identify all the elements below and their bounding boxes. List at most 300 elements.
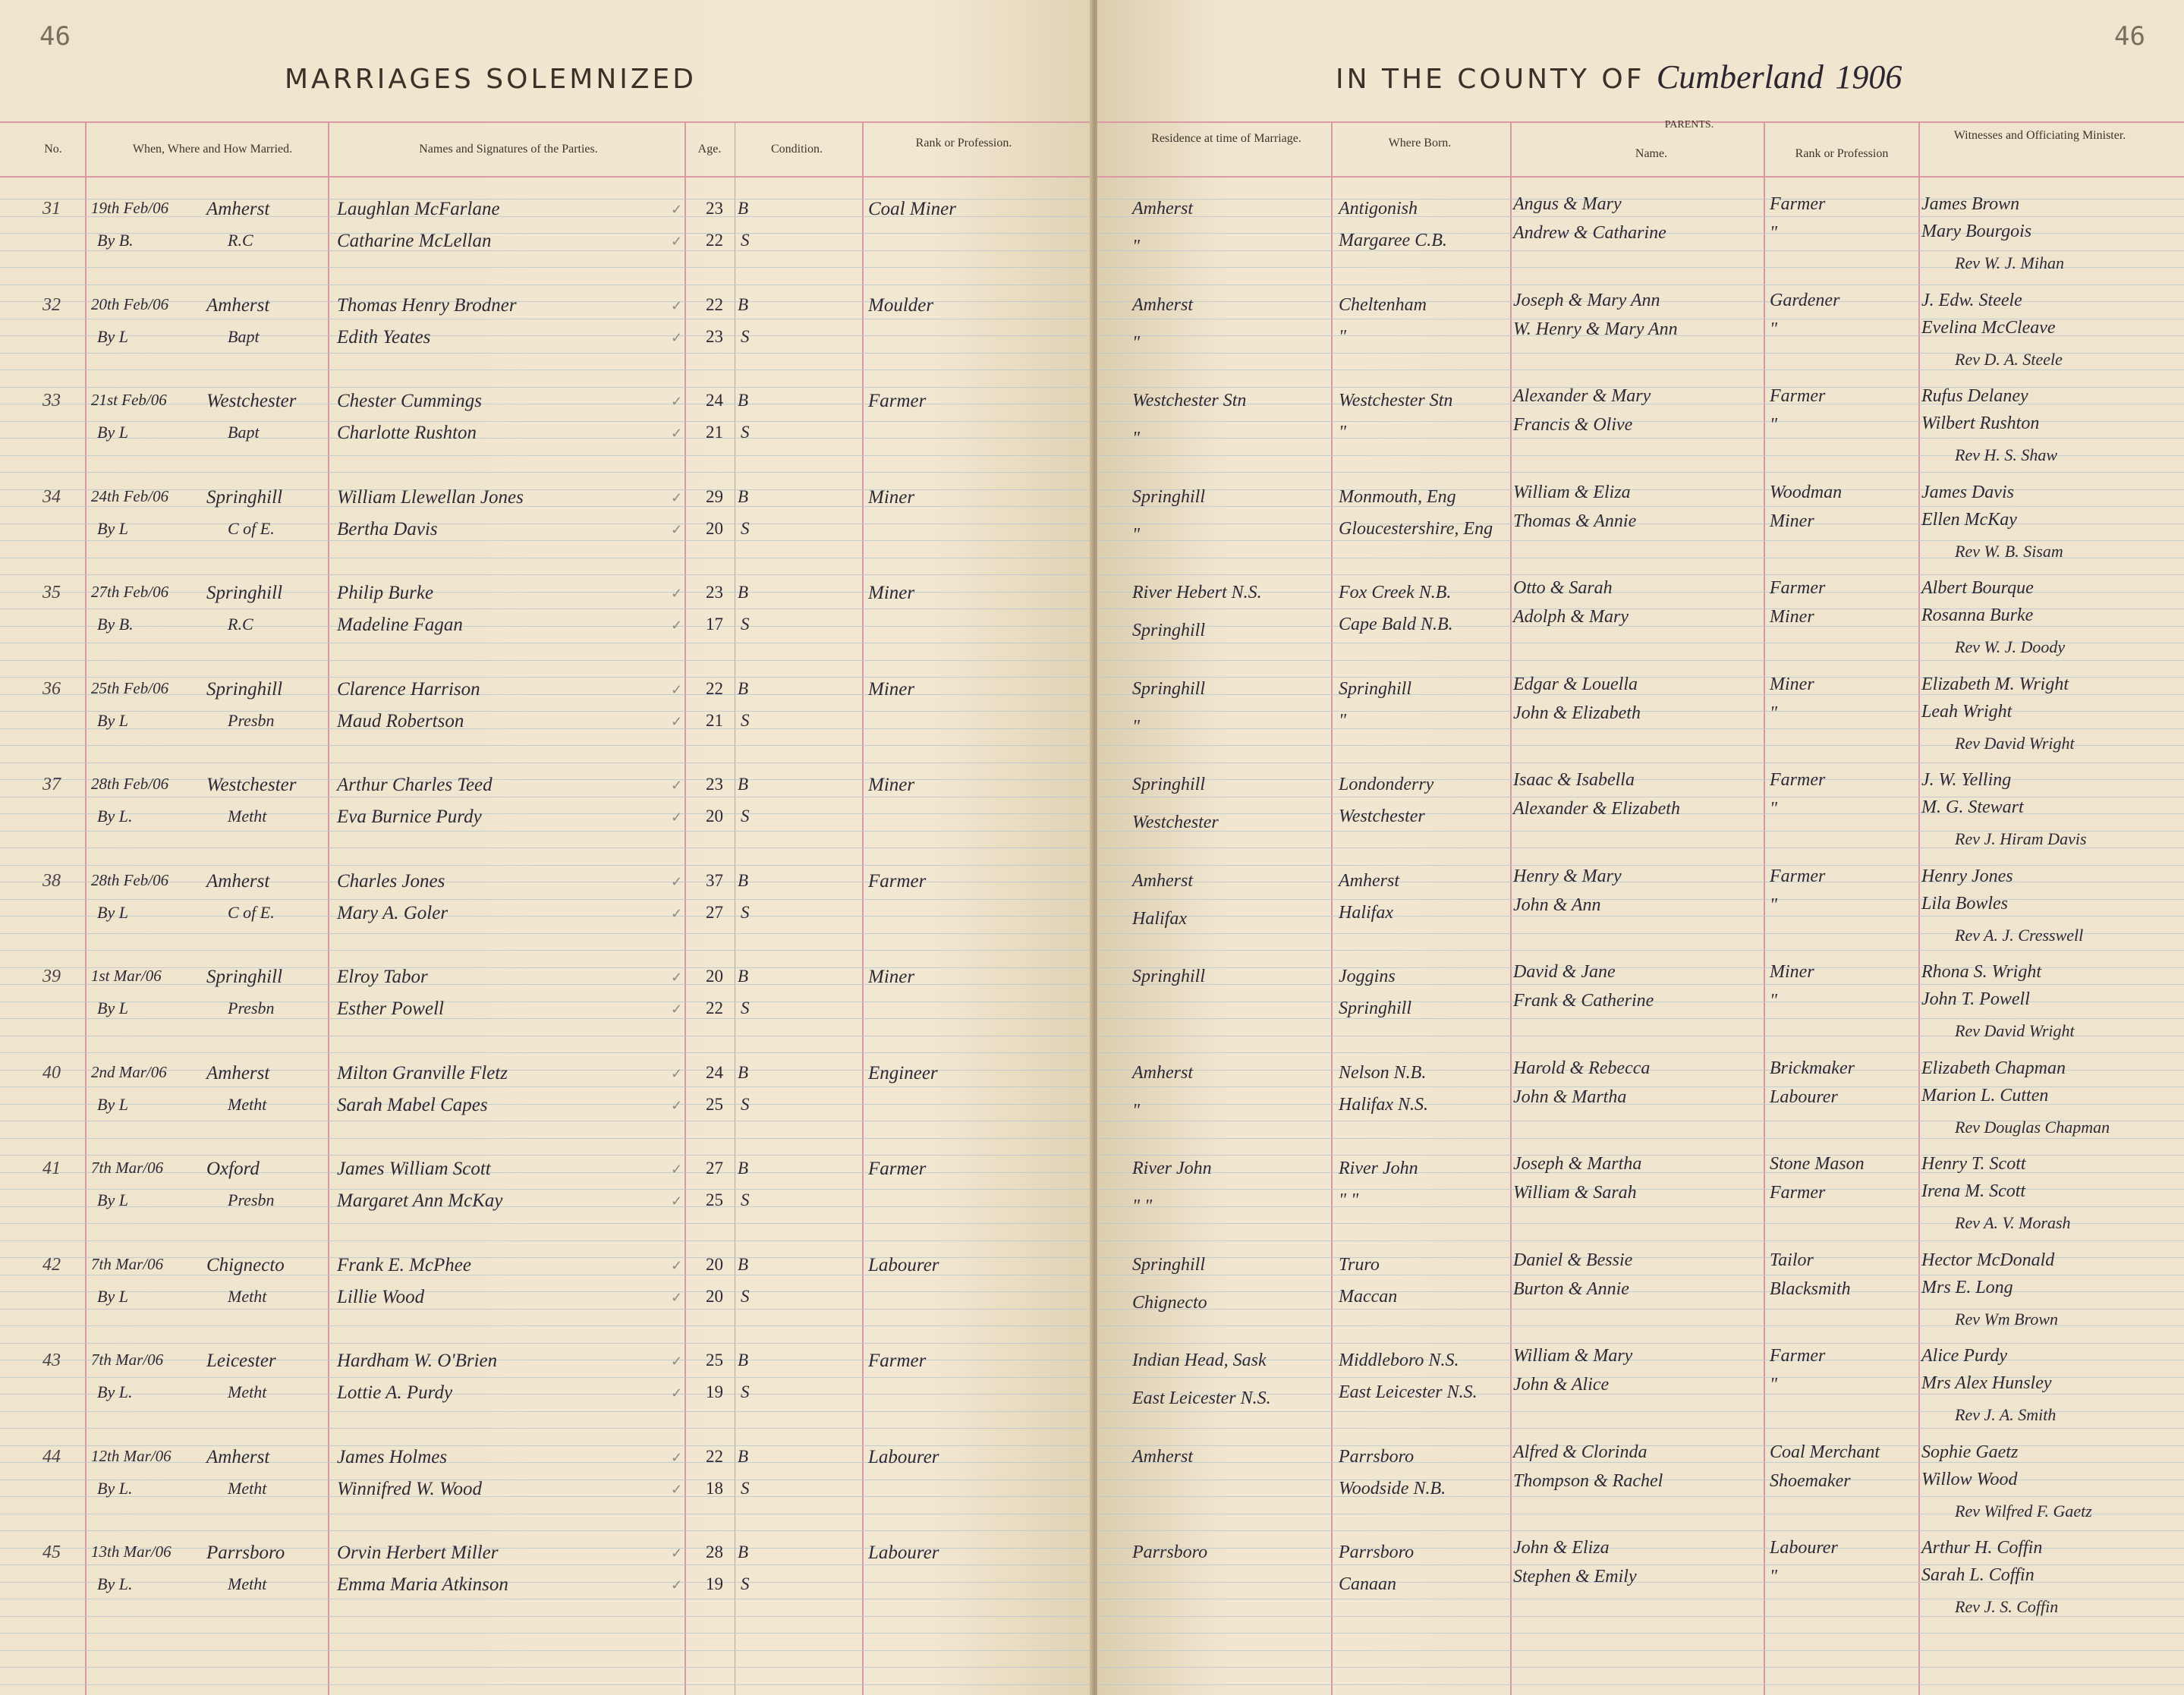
- groom-age: 37: [706, 871, 723, 890]
- witness-two: Evelina McCleave: [1921, 318, 2056, 338]
- groom-name: James William Scott: [337, 1159, 491, 1179]
- officiating-minister: Rev A. J. Cresswell: [1955, 926, 2084, 945]
- marriage-date: 25th Feb/06: [91, 679, 169, 697]
- witness-two: Willow Wood: [1921, 1470, 2018, 1489]
- groom-birthplace: Nelson N.B.: [1339, 1063, 1427, 1083]
- marriage-denomination: Presbn: [228, 998, 275, 1017]
- entry-number: 41: [42, 1159, 61, 1178]
- officiating-minister: Rev David Wright: [1955, 734, 2075, 753]
- entry-number: 44: [42, 1447, 61, 1467]
- groom-parents-rank: Stone Mason: [1770, 1154, 1865, 1174]
- groom-age: 27: [706, 1159, 723, 1178]
- marriage-how: By L: [97, 998, 128, 1017]
- groom-birthplace: Amherst: [1339, 871, 1399, 891]
- groom-parents-rank: Farmer: [1770, 578, 1826, 598]
- entry-number: 35: [42, 583, 61, 602]
- groom-condition: B: [738, 775, 749, 794]
- marriage-how: By L: [97, 423, 128, 442]
- groom-rank: Miner: [868, 679, 915, 700]
- groom-birthplace: Springhill: [1339, 679, 1412, 699]
- groom-parents-rank: Miner: [1770, 675, 1814, 694]
- bride-parents: Alexander & Elizabeth: [1513, 799, 1680, 819]
- bride-parents: Thomas & Annie: [1513, 511, 1637, 531]
- groom-parents-rank: Miner: [1770, 962, 1814, 982]
- bride-name: Lillie Wood: [337, 1287, 425, 1307]
- bride-condition: S: [741, 1287, 750, 1306]
- groom-age: 29: [706, 487, 723, 506]
- header-age: Age.: [697, 143, 722, 156]
- bride-residence: Halifax: [1132, 909, 1187, 929]
- witness-two: Rosanna Burke: [1921, 605, 2034, 625]
- bride-birthplace: Gloucestershire, Eng: [1339, 519, 1493, 539]
- bride-birthplace: ": [1339, 423, 1347, 442]
- check-mark: ✓: [671, 1546, 683, 1561]
- groom-age: 24: [706, 391, 723, 410]
- bride-condition: S: [741, 1382, 750, 1401]
- check-mark: ✓: [671, 522, 683, 538]
- bride-birthplace: Margaree C.B.: [1339, 231, 1447, 250]
- entry-number: 45: [42, 1542, 61, 1562]
- check-mark: ✓: [671, 682, 683, 698]
- groom-birthplace: Parrsboro: [1339, 1542, 1415, 1562]
- officiating-minister: Rev H. S. Shaw: [1955, 445, 2058, 464]
- groom-birthplace: Joggins: [1339, 967, 1396, 986]
- bride-parents: Francis & Olive: [1513, 415, 1633, 435]
- marriage-date: 24th Feb/06: [91, 487, 169, 505]
- groom-birthplace: Fox Creek N.B.: [1339, 583, 1452, 602]
- officiating-minister: Rev J. A. Smith: [1955, 1405, 2057, 1424]
- bride-birthplace: Woodside N.B.: [1339, 1479, 1446, 1498]
- header-parents-name: Name.: [1635, 147, 1668, 160]
- bride-residence: Springhill: [1132, 621, 1206, 640]
- groom-age: 22: [706, 1447, 723, 1466]
- groom-condition: B: [738, 1447, 749, 1466]
- bride-condition: S: [741, 423, 750, 442]
- groom-condition: B: [738, 871, 749, 890]
- witness-one: J. Edw. Steele: [1921, 291, 2022, 310]
- check-mark: ✓: [671, 426, 683, 442]
- check-mark: ✓: [671, 1577, 683, 1593]
- groom-residence: River John: [1132, 1159, 1212, 1178]
- bride-parents-rank: Labourer: [1770, 1087, 1838, 1107]
- county-prefix: IN THE COUNTY OF: [1336, 64, 1645, 95]
- witness-one: James Brown: [1921, 194, 2020, 214]
- left-page-number: 46: [39, 21, 71, 52]
- bride-residence: Westchester: [1132, 813, 1219, 832]
- witness-one: Albert Bourque: [1921, 578, 2034, 598]
- groom-residence: Amherst: [1132, 199, 1193, 219]
- witness-two: Sarah L. Coffin: [1921, 1565, 2035, 1585]
- bride-parents: William & Sarah: [1513, 1183, 1637, 1203]
- bride-age: 22: [706, 231, 723, 250]
- marriage-denomination: Presbn: [228, 1190, 275, 1209]
- header-names: Names and Signatures of the Parties.: [419, 143, 598, 156]
- check-mark: ✓: [671, 1193, 683, 1209]
- groom-rank: Labourer: [868, 1447, 939, 1467]
- bride-age: 19: [706, 1382, 723, 1401]
- officiating-minister: Rev Wm Brown: [1955, 1310, 2059, 1329]
- check-mark: ✓: [671, 778, 683, 794]
- groom-name: Clarence Harrison: [337, 679, 480, 700]
- groom-name: Hardham W. O'Brien: [337, 1351, 498, 1371]
- groom-parents-rank: Woodman: [1770, 483, 1843, 502]
- bride-birthplace: ": [1339, 711, 1347, 731]
- bride-name: Charlotte Rushton: [337, 423, 477, 443]
- bride-parents-rank: Farmer: [1770, 1183, 1826, 1203]
- bride-age: 21: [706, 423, 723, 442]
- right-page-number: 46: [2114, 21, 2145, 52]
- groom-age: 25: [706, 1351, 723, 1370]
- bride-parents-rank: ": [1770, 415, 1778, 435]
- groom-parents-rank: Tailor: [1770, 1250, 1814, 1270]
- bride-age: 22: [706, 998, 723, 1017]
- entry-number: 40: [42, 1063, 61, 1083]
- check-mark: ✓: [671, 1450, 683, 1466]
- bride-age: 20: [706, 807, 723, 825]
- check-mark: ✓: [671, 1258, 683, 1274]
- bride-parents-rank: ": [1770, 1375, 1778, 1395]
- entry-number: 38: [42, 871, 61, 891]
- check-mark: ✓: [671, 906, 683, 922]
- bride-name: Esther Powell: [337, 998, 444, 1019]
- bride-condition: S: [741, 327, 750, 346]
- marriage-how: By L.: [97, 1382, 133, 1401]
- bride-parents: Adolph & Mary: [1513, 607, 1629, 627]
- groom-name: Laughlan McFarlane: [337, 199, 500, 219]
- right-page-title: [1336, 58, 1902, 96]
- groom-age: 23: [706, 583, 723, 602]
- bride-parents-rank: Miner: [1770, 607, 1814, 627]
- bride-parents-rank: ": [1770, 799, 1778, 819]
- groom-name: Charles Jones: [337, 871, 445, 892]
- witness-one: Elizabeth Chapman: [1921, 1058, 2066, 1078]
- check-mark: ✓: [671, 586, 683, 602]
- header-born: Where Born.: [1388, 137, 1452, 149]
- groom-residence: Indian Head, Sask: [1132, 1351, 1267, 1370]
- bride-condition: S: [741, 903, 750, 922]
- officiating-minister: Rev David Wright: [1955, 1021, 2075, 1040]
- entry-number: 36: [42, 679, 61, 699]
- marriage-denomination: Metht: [228, 1287, 267, 1306]
- groom-residence: Springhill: [1132, 967, 1206, 986]
- bride-parents: John & Alice: [1513, 1375, 1610, 1395]
- witness-one: Alice Purdy: [1921, 1346, 2008, 1366]
- bride-parents-rank: ": [1770, 895, 1778, 915]
- bride-parents-rank: ": [1770, 223, 1778, 243]
- check-mark: ✓: [671, 1354, 683, 1370]
- officiating-minister: Rev W. J. Doody: [1955, 637, 2066, 656]
- witness-one: J. W. Yelling: [1921, 770, 2012, 790]
- officiating-minister: Rev J. Hiram Davis: [1955, 829, 2087, 848]
- bride-residence: ": [1132, 237, 1141, 256]
- witness-two: Marion L. Cutten: [1921, 1086, 2049, 1105]
- witness-one: Henry T. Scott: [1921, 1154, 2026, 1174]
- marriage-place: Westchester: [206, 391, 297, 411]
- groom-residence: Springhill: [1132, 679, 1206, 699]
- groom-parents: Alexander & Mary: [1513, 386, 1651, 406]
- bride-name: Madeline Fagan: [337, 615, 463, 635]
- marriage-denomination: Metht: [228, 1095, 267, 1114]
- bride-parents-rank: Miner: [1770, 511, 1814, 531]
- witness-one: Henry Jones: [1921, 866, 2013, 886]
- check-mark: ✓: [671, 1162, 683, 1178]
- marriage-place: Amherst: [206, 199, 270, 219]
- groom-parents: Isaac & Isabella: [1513, 770, 1635, 790]
- bride-name: Lottie A. Purdy: [337, 1382, 453, 1403]
- groom-parents: Otto & Sarah: [1513, 578, 1613, 598]
- groom-condition: B: [738, 1542, 749, 1561]
- groom-rank: Labourer: [868, 1542, 939, 1563]
- header-when: When, Where and How Married.: [132, 143, 293, 156]
- check-mark: ✓: [671, 1385, 683, 1401]
- check-mark: ✓: [671, 1066, 683, 1082]
- groom-birthplace: Londonderry: [1339, 775, 1434, 794]
- bride-parents: Thompson & Rachel: [1513, 1471, 1663, 1491]
- check-mark: ✓: [671, 234, 683, 250]
- witness-two: Ellen McKay: [1921, 510, 2017, 530]
- groom-parents-rank: Farmer: [1770, 866, 1826, 886]
- witness-one: Arthur H. Coffin: [1921, 1538, 2043, 1558]
- marriage-denomination: C of E.: [228, 903, 275, 922]
- groom-birthplace: Parrsboro: [1339, 1447, 1415, 1467]
- groom-parents: Edgar & Louella: [1513, 675, 1638, 694]
- bride-age: 21: [706, 711, 723, 730]
- check-mark: ✓: [671, 970, 683, 986]
- bride-name: Sarah Mabel Capes: [337, 1095, 488, 1115]
- groom-parents: Angus & Mary: [1513, 194, 1622, 214]
- marriage-date: 13th Mar/06: [91, 1542, 172, 1561]
- groom-condition: B: [738, 1255, 749, 1274]
- groom-parents: William & Mary: [1513, 1346, 1633, 1366]
- groom-birthplace: Antigonish: [1339, 199, 1418, 219]
- bride-birthplace: Halifax: [1339, 903, 1393, 923]
- check-mark: ✓: [671, 394, 683, 410]
- groom-parents-rank: Brickmaker: [1770, 1058, 1855, 1078]
- bride-parents: Andrew & Catharine: [1513, 223, 1666, 243]
- bride-condition: S: [741, 1095, 750, 1114]
- bride-residence: Chignecto: [1132, 1293, 1207, 1313]
- bride-age: 18: [706, 1479, 723, 1498]
- bride-name: Bertha Davis: [337, 519, 438, 539]
- entry-number: 34: [42, 487, 61, 507]
- groom-rank: Engineer: [868, 1063, 938, 1083]
- witness-two: Mrs E. Long: [1921, 1278, 2013, 1297]
- marriage-how: By L: [97, 711, 128, 730]
- officiating-minister: Rev W. J. Mihan: [1955, 253, 2064, 272]
- bride-condition: S: [741, 1479, 750, 1498]
- marriage-date: 20th Feb/06: [91, 295, 169, 313]
- bride-parents-rank: ": [1770, 319, 1778, 339]
- marriage-place: Parrsboro: [206, 1542, 285, 1563]
- groom-residence: Springhill: [1132, 775, 1206, 794]
- groom-age: 24: [706, 1063, 723, 1082]
- witness-two: John T. Powell: [1921, 989, 2030, 1009]
- bride-birthplace: Westchester: [1339, 807, 1425, 826]
- bride-residence: " ": [1132, 1197, 1153, 1216]
- groom-condition: B: [738, 967, 749, 986]
- header-no: No.: [44, 143, 62, 156]
- groom-parents: John & Eliza: [1513, 1538, 1610, 1558]
- groom-age: 28: [706, 1542, 723, 1561]
- marriage-place: Chignecto: [206, 1255, 285, 1275]
- groom-parents-rank: Gardener: [1770, 291, 1840, 310]
- check-mark: ✓: [671, 874, 683, 890]
- marriage-how: By L: [97, 1095, 128, 1114]
- marriage-place: Springhill: [206, 583, 283, 603]
- bride-condition: S: [741, 1190, 750, 1209]
- bride-age: 27: [706, 903, 723, 922]
- groom-parents: Joseph & Martha: [1513, 1154, 1642, 1174]
- witness-two: Lila Bowles: [1921, 894, 2009, 914]
- marriage-place: Springhill: [206, 487, 283, 508]
- witness-one: Hector McDonald: [1921, 1250, 2055, 1270]
- groom-condition: B: [738, 1351, 749, 1370]
- marriage-place: Oxford: [206, 1159, 260, 1179]
- bride-parents-rank: ": [1770, 1567, 1778, 1587]
- bride-condition: S: [741, 711, 750, 730]
- groom-name: Milton Granville Fletz: [337, 1063, 508, 1083]
- county-year: 1906: [1835, 58, 1902, 96]
- marriage-how: By L.: [97, 1574, 133, 1593]
- bride-parents: Stephen & Emily: [1513, 1567, 1637, 1587]
- check-mark: ✓: [671, 618, 683, 634]
- bride-birthplace: ": [1339, 327, 1347, 347]
- header-residence: Residence at time of Marriage.: [1151, 132, 1301, 145]
- entry-number: 37: [42, 775, 61, 794]
- check-mark: ✓: [671, 1482, 683, 1498]
- bride-parents: John & Martha: [1513, 1087, 1627, 1107]
- marriage-date: 19th Feb/06: [91, 199, 169, 217]
- entry-number: 39: [42, 967, 61, 986]
- groom-age: 23: [706, 775, 723, 794]
- bride-name: Eva Burnice Purdy: [337, 807, 482, 827]
- witness-two: Mrs Alex Hunsley: [1921, 1373, 2052, 1393]
- witness-two: M. G. Stewart: [1921, 797, 2024, 817]
- left-page-title: MARRIAGES SOLEMNIZED: [285, 64, 697, 95]
- bride-parents-rank: ": [1770, 991, 1778, 1011]
- groom-parents: David & Jane: [1513, 962, 1616, 982]
- bride-parents: John & Ann: [1513, 895, 1601, 915]
- marriage-denomination: Presbn: [228, 711, 275, 730]
- bride-residence: ": [1132, 717, 1141, 737]
- bride-age: 25: [706, 1190, 723, 1209]
- marriage-how: By L: [97, 1190, 128, 1209]
- bride-age: 23: [706, 327, 723, 346]
- groom-residence: Amherst: [1132, 1063, 1193, 1083]
- officiating-minister: Rev D. A. Steele: [1955, 350, 2063, 369]
- marriage-date: 1st Mar/06: [91, 967, 162, 985]
- bride-condition: S: [741, 615, 750, 634]
- marriage-denomination: Metht: [228, 1479, 267, 1498]
- bride-residence: ": [1132, 1101, 1141, 1121]
- marriage-date: 21st Feb/06: [91, 391, 167, 409]
- groom-condition: B: [738, 295, 749, 314]
- witness-two: Irena M. Scott: [1921, 1181, 2026, 1201]
- groom-age: 20: [706, 967, 723, 986]
- marriage-how: By B.: [97, 231, 134, 250]
- groom-parents: William & Eliza: [1513, 483, 1631, 502]
- bride-birthplace: Halifax N.S.: [1339, 1095, 1428, 1115]
- groom-parents-rank: Farmer: [1770, 770, 1826, 790]
- groom-residence: Westchester Stn: [1132, 391, 1247, 410]
- bride-birthplace: " ": [1339, 1190, 1359, 1210]
- marriage-place: Leicester: [206, 1351, 276, 1371]
- groom-condition: B: [738, 391, 749, 410]
- witness-one: James Davis: [1921, 483, 2014, 502]
- groom-rank: Farmer: [868, 1351, 927, 1371]
- bride-birthplace: Cape Bald N.B.: [1339, 615, 1453, 634]
- bride-condition: S: [741, 998, 750, 1017]
- check-mark: ✓: [671, 298, 683, 314]
- witness-two: Wilbert Rushton: [1921, 414, 2040, 433]
- marriage-how: By L: [97, 1287, 128, 1306]
- marriage-how: By B.: [97, 615, 134, 634]
- groom-name: William Llewellan Jones: [337, 487, 524, 508]
- bride-age: 20: [706, 519, 723, 538]
- groom-birthplace: Monmouth, Eng: [1339, 487, 1456, 507]
- groom-age: 23: [706, 199, 723, 218]
- groom-birthplace: Middleboro N.S.: [1339, 1351, 1459, 1370]
- groom-parents-rank: Farmer: [1770, 1346, 1826, 1366]
- marriage-denomination: Metht: [228, 1574, 267, 1593]
- groom-rank: Farmer: [868, 391, 927, 411]
- header-rank: Rank or Profession.: [915, 137, 1012, 149]
- groom-name: Chester Cummings: [337, 391, 482, 411]
- groom-rank: Miner: [868, 487, 915, 508]
- groom-parents: Alfred & Clorinda: [1513, 1442, 1647, 1462]
- witness-one: Elizabeth M. Wright: [1921, 675, 2069, 694]
- bride-age: 25: [706, 1095, 723, 1114]
- bride-age: 17: [706, 615, 723, 634]
- groom-residence: Amherst: [1132, 295, 1193, 315]
- groom-parents: Harold & Rebecca: [1513, 1058, 1651, 1078]
- bride-birthplace: East Leicester N.S.: [1339, 1382, 1478, 1402]
- bride-age: 19: [706, 1574, 723, 1593]
- bride-parents: Frank & Catherine: [1513, 991, 1654, 1011]
- groom-parents: Daniel & Bessie: [1513, 1250, 1633, 1270]
- marriage-denomination: Metht: [228, 807, 267, 825]
- officiating-minister: Rev Wilfred F. Gaetz: [1955, 1502, 2092, 1520]
- groom-residence: Amherst: [1132, 1447, 1193, 1467]
- bride-condition: S: [741, 519, 750, 538]
- bride-parents-rank: Shoemaker: [1770, 1471, 1851, 1491]
- marriage-denomination: Metht: [228, 1382, 267, 1401]
- bride-name: Edith Yeates: [337, 327, 431, 347]
- check-mark: ✓: [671, 490, 683, 506]
- witness-one: Rufus Delaney: [1921, 386, 2028, 406]
- marriage-date: 28th Feb/06: [91, 871, 169, 889]
- header-condition: Condition.: [770, 143, 823, 156]
- marriage-date: 7th Mar/06: [91, 1351, 164, 1369]
- bride-name: Winnifred W. Wood: [337, 1479, 482, 1499]
- bride-parents: John & Elizabeth: [1513, 703, 1641, 723]
- header-parents: PARENTS.: [1664, 119, 1714, 131]
- bride-residence: ": [1132, 333, 1141, 353]
- groom-name: Frank E. McPhee: [337, 1255, 472, 1275]
- county-name: Cumberland: [1656, 58, 1824, 96]
- bride-name: Maud Robertson: [337, 711, 464, 731]
- marriage-denomination: R.C: [228, 615, 253, 634]
- marriage-date: 12th Mar/06: [91, 1447, 172, 1465]
- bride-birthplace: Canaan: [1339, 1574, 1397, 1594]
- bride-name: Emma Maria Atkinson: [337, 1574, 508, 1595]
- check-mark: ✓: [671, 1098, 683, 1114]
- groom-residence: River Hebert N.S.: [1132, 583, 1262, 602]
- groom-birthplace: Cheltenham: [1339, 295, 1427, 315]
- groom-rank: Labourer: [868, 1255, 939, 1275]
- marriage-denomination: Bapt: [228, 327, 260, 346]
- groom-birthplace: River John: [1339, 1159, 1418, 1178]
